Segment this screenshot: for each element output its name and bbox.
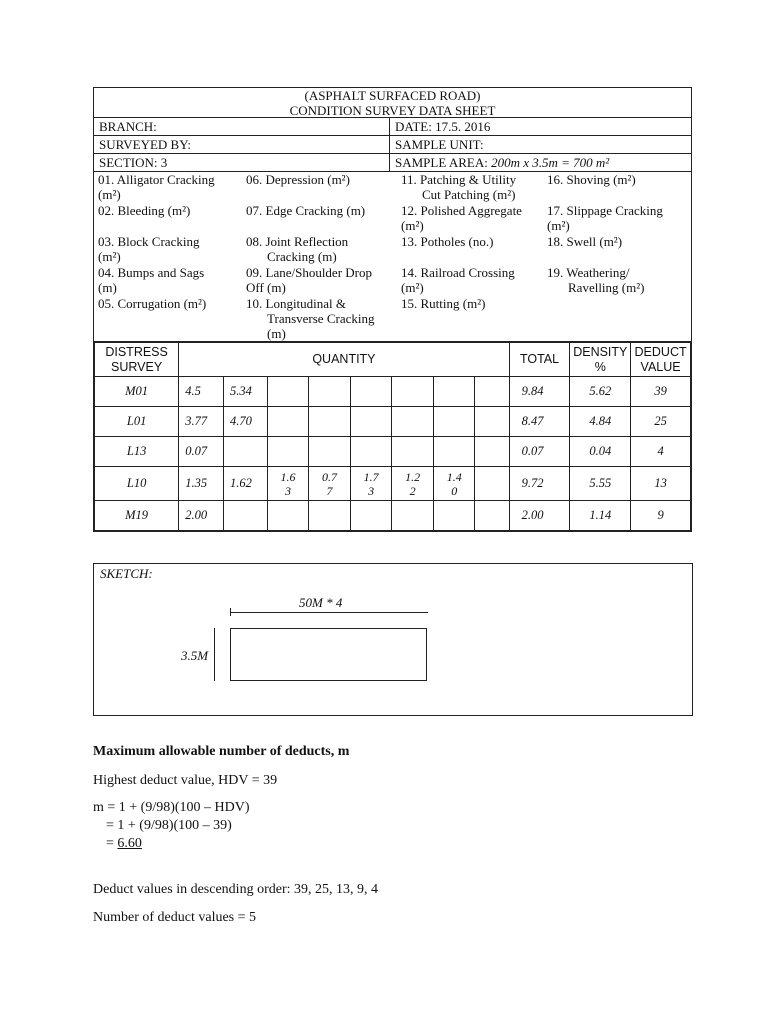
sample-unit-field: SAMPLE UNIT:: [395, 137, 484, 152]
distress-type-line: 02. Bleeding (m²): [98, 203, 191, 218]
distress-type-line: (m): [98, 280, 117, 295]
distress-type-line: Cut Patching (m²): [422, 187, 516, 202]
quantity-cell-part: 1.7: [363, 469, 379, 484]
total-cell: 0.07: [509, 437, 570, 467]
distress-type-line: Transverse Cracking: [267, 311, 375, 326]
distress-type-item: [98, 296, 246, 342]
quantity-cell: 0.07: [179, 437, 224, 467]
density-cell: 5.62: [570, 377, 631, 407]
calc-result-m: 6.60: [117, 836, 142, 851]
quantity-cell-part: 0: [451, 483, 458, 498]
quantity-cell-part: 3: [368, 483, 375, 498]
quantity-cell: [267, 501, 309, 531]
distress-type-line: 09. Lane/Shoulder Drop: [246, 265, 373, 280]
total-cell: 9.84: [509, 377, 570, 407]
distress-type-line: 08. Joint Reflection: [246, 234, 349, 249]
quantity-cell: [475, 437, 509, 467]
quantity-cell-part: 7: [326, 483, 333, 498]
quantity-cell: [392, 407, 434, 437]
quantity-cell: [475, 467, 509, 501]
table-row: [95, 467, 691, 501]
distress-type-legend: [94, 172, 691, 342]
branch-field: BRANCH:: [94, 118, 390, 135]
info-row-surveyed: [94, 136, 691, 154]
distress-type-item: [547, 234, 693, 265]
quantity-cell: [392, 437, 434, 467]
distress-type-item: [246, 172, 401, 203]
distress-type-line: Ravelling (m²): [568, 280, 645, 295]
distress-type-item: [98, 234, 246, 265]
distress-type-item: [547, 296, 693, 342]
header-quantity: QUANTITY: [179, 343, 509, 377]
sketch-box: [93, 563, 693, 716]
distress-type-item: [246, 265, 401, 296]
distress-type-item: [401, 234, 547, 265]
distress-type-line: 15. Rutting (m²): [401, 296, 486, 311]
quantity-cell: [309, 377, 351, 407]
sheet-title-line1: (ASPHALT SURFACED ROAD): [304, 88, 481, 103]
condition-survey-sheet: [93, 87, 692, 532]
distress-type-item: [246, 203, 401, 234]
header-distress-survey: [95, 343, 179, 377]
quantity-cell: [433, 501, 475, 531]
density-cell: 5.55: [570, 467, 631, 501]
header-distress-line1: DISTRESS: [105, 344, 168, 359]
distress-type-line: (m²): [98, 187, 121, 202]
distress-type-line: 06. Depression (m²): [246, 172, 350, 187]
quantity-cell-part: 0.7: [322, 469, 338, 484]
quantity-cell-part: 3: [284, 483, 291, 498]
distress-type-item: [98, 265, 246, 296]
quantity-cell: [392, 377, 434, 407]
quantity-cell: [433, 377, 475, 407]
quantity-cell: [309, 407, 351, 437]
quantity-cell: [309, 467, 351, 501]
quantity-cell: [309, 501, 351, 531]
quantity-cell: [350, 467, 392, 501]
total-cell: 8.47: [509, 407, 570, 437]
quantity-cell: 1.62: [223, 467, 267, 501]
distress-type-line: 12. Polished Aggregate: [401, 203, 522, 218]
quantity-cell: [433, 437, 475, 467]
density-cell: 1.14: [570, 501, 631, 531]
sample-area-value: 200m x 3.5m = 700 m²: [491, 155, 610, 170]
quantity-cell-part: 1.6: [280, 469, 296, 484]
quantity-cell: [392, 501, 434, 531]
distress-type-line: (m): [267, 326, 286, 341]
distress-type-line: 16. Shoving (m²): [547, 172, 636, 187]
quantity-cell: [392, 467, 434, 501]
header-distress-line2: SURVEY: [111, 359, 163, 374]
calc-deduct-count: Number of deduct values = 5: [93, 910, 257, 925]
distress-type-line: (m²): [401, 280, 424, 295]
distress-type-line: 11. Patching & Utility: [401, 172, 517, 187]
distress-code-cell: L13: [95, 437, 179, 467]
distress-type-item: [401, 296, 547, 342]
quantity-cell-part: 1.4: [446, 469, 462, 484]
deduct-cell: 9: [631, 501, 691, 531]
surveyed-by-field: SURVEYED BY:: [94, 136, 390, 153]
distress-type-item: [547, 265, 693, 296]
calc-line2: = 1 + (9/98)(100 – 39): [106, 818, 232, 833]
table-row: [95, 377, 691, 407]
sample-area-label: SAMPLE AREA:: [395, 155, 488, 170]
sketch-width-dimension: 3.5M: [181, 648, 209, 663]
quantity-cell-part: 1.2: [405, 469, 421, 484]
distress-type-item: [401, 172, 547, 203]
quantity-cell: [350, 437, 392, 467]
density-cell: 4.84: [570, 407, 631, 437]
sample-area-field: [390, 154, 691, 171]
total-cell: 9.72: [509, 467, 570, 501]
quantity-cell: [267, 407, 309, 437]
quantity-cell-part: 2: [409, 483, 416, 498]
quantity-cell: 5.34: [223, 377, 267, 407]
sketch-road-rectangle: [230, 628, 427, 681]
distress-code-cell: L01: [95, 407, 179, 437]
calc-descending-order: Deduct values in descending order: 39, 25, 13, 9, 4: [93, 882, 378, 897]
quantity-cell: [350, 407, 392, 437]
distress-type-line: 18. Swell (m²): [547, 234, 623, 249]
total-cell: 2.00: [509, 501, 570, 531]
quantity-cell: [309, 437, 351, 467]
sketch-label: SKETCH:: [100, 566, 153, 581]
distress-type-item: [246, 296, 401, 342]
table-row: [95, 437, 691, 467]
header-density-line2: %: [594, 359, 606, 374]
quantity-cell: [433, 407, 475, 437]
distress-type-line: Cracking (m): [267, 249, 337, 264]
distress-type-line: 13. Potholes (no.): [401, 234, 494, 249]
distress-type-line: 07. Edge Cracking (m): [246, 203, 366, 218]
distress-table: [94, 342, 691, 531]
distress-type-line: 17. Slippage Cracking: [547, 203, 663, 218]
distress-type-line: Off (m): [246, 280, 286, 295]
calc-line3: [106, 836, 142, 852]
quantity-cell: [475, 407, 509, 437]
distress-type-item: [401, 265, 547, 296]
distress-type-line: 04. Bumps and Sags: [98, 265, 205, 280]
calc-line3-prefix: =: [106, 836, 118, 851]
distress-code-cell: M01: [95, 377, 179, 407]
distress-type-line: (m²): [98, 249, 121, 264]
header-deduct-line2: VALUE: [640, 359, 681, 374]
distress-type-line: 19. Weathering/: [547, 265, 630, 280]
distress-code-cell: M19: [95, 501, 179, 531]
distress-type-line: (m²): [401, 218, 424, 233]
section-field: SECTION: 3: [94, 154, 390, 171]
calc-line1: m = 1 + (9/98)(100 – HDV): [93, 800, 250, 815]
distress-type-item: [547, 172, 693, 203]
quantity-cell: [267, 377, 309, 407]
distress-type-line: 05. Corrugation (m²): [98, 296, 207, 311]
deduct-cell: 39: [631, 377, 691, 407]
quantity-cell: 3.77: [179, 407, 224, 437]
header-density-line1: DENSITY: [573, 344, 628, 359]
date-field: DATE: 17.5. 2016: [395, 119, 491, 134]
table-row: [95, 407, 691, 437]
header-total: TOTAL: [509, 343, 570, 377]
calc-hdv: Highest deduct value, HDV = 39: [93, 773, 278, 788]
distress-type-line: 14. Railroad Crossing: [401, 265, 515, 280]
deduct-cell: 13: [631, 467, 691, 501]
quantity-cell: [433, 467, 475, 501]
quantity-cell: 4.5: [179, 377, 224, 407]
header-deduct-value: [631, 343, 691, 377]
distress-type-line: 10. Longitudinal &: [246, 296, 347, 311]
sketch-length-dimension: 50M * 4: [299, 595, 343, 610]
quantity-cell: [475, 377, 509, 407]
sheet-title-line2: CONDITION SURVEY DATA SHEET: [289, 103, 496, 118]
calc-heading: Maximum allowable number of deducts, m: [93, 744, 350, 759]
quantity-cell: [350, 501, 392, 531]
info-row-section: [94, 154, 691, 172]
sketch-length-line: [230, 612, 428, 613]
quantity-cell: [475, 501, 509, 531]
quantity-cell: [223, 501, 267, 531]
quantity-cell: [223, 437, 267, 467]
density-cell: 0.04: [570, 437, 631, 467]
distress-type-line: 03. Block Cracking: [98, 234, 200, 249]
quantity-cell: 1.35: [179, 467, 224, 501]
distress-code-cell: L10: [95, 467, 179, 501]
deduct-cell: 25: [631, 407, 691, 437]
quantity-cell: [267, 437, 309, 467]
header-density: [570, 343, 631, 377]
info-row-branch: [94, 118, 691, 136]
distress-type-item: [547, 203, 693, 234]
distress-type-item: [246, 234, 401, 265]
distress-type-item: [401, 203, 547, 234]
distress-type-item: [98, 203, 246, 234]
sheet-title: [94, 88, 691, 118]
quantity-cell: 4.70: [223, 407, 267, 437]
distress-type-line: (m²): [547, 218, 570, 233]
sketch-width-line: [214, 628, 215, 681]
deduct-cell: 4: [631, 437, 691, 467]
header-deduct-line1: DEDUCT: [634, 344, 687, 359]
quantity-cell: [350, 377, 392, 407]
quantity-cell: 2.00: [179, 501, 224, 531]
distress-type-item: [98, 172, 246, 203]
distress-type-line: 01. Alligator Cracking: [98, 172, 215, 187]
table-row: [95, 501, 691, 531]
quantity-cell: [267, 467, 309, 501]
